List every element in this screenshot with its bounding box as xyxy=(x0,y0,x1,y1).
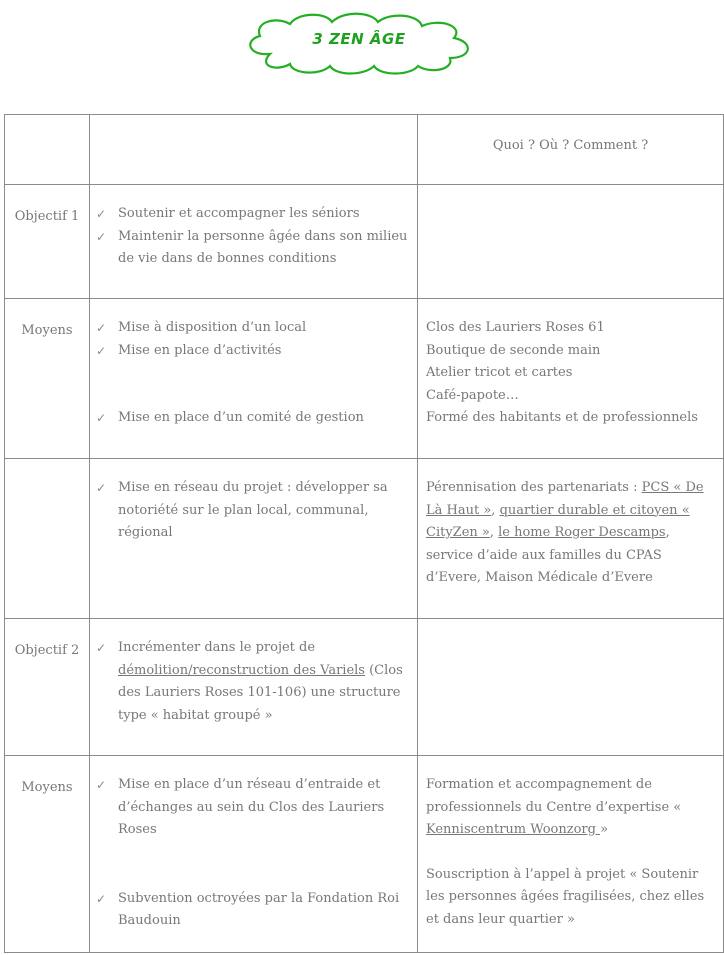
checkmark-icon: ✓ xyxy=(96,641,107,655)
empty-cell xyxy=(5,459,90,619)
table-row xyxy=(5,619,724,756)
partner-link-cityzen[interactable]: quartier durable et citoyen « CityZen » xyxy=(426,502,690,540)
list-item: ✓ Subvention octroyées par la Fondation Roi Baudouin xyxy=(96,888,409,933)
means-list xyxy=(90,756,417,933)
list-item: ✓ Mise en place d’un comité de gestion xyxy=(96,407,409,430)
empty-cell xyxy=(418,619,724,756)
checkmark-icon: ✓ xyxy=(96,891,107,906)
header-how-cell: Quoi ? Où ? Comment ? xyxy=(418,115,724,185)
partner-link-pcs[interactable]: PCS « De Là Haut » xyxy=(426,480,704,518)
kenniscentrum-link[interactable]: Kenniscentrum Woonzorg xyxy=(426,822,601,837)
checkmark-icon: ✓ xyxy=(96,343,107,358)
list-item: ✓ Soutenir et accompagner les séniors xyxy=(96,203,409,226)
row-label: Objectif 2 xyxy=(14,643,80,658)
header-empty-cell xyxy=(90,115,418,185)
list-item: ✓ Incrémenter dans le projet de démolition/reconstruction des Variels (Clos des Lauriers Roses 101-106) une structure type « habitat groupé » xyxy=(96,637,409,727)
checkmark-icon: ✓ xyxy=(96,411,107,425)
page-title: 3 ZEN ÂGE xyxy=(312,30,406,48)
checkmark-icon: ✓ xyxy=(96,778,107,792)
list-item: ✓ Maintenir la personne âgée dans son milieu de vie dans de bonnes conditions xyxy=(96,226,409,271)
list-item: ✓ Mise en réseau du projet : développer sa notoriété sur le plan local, communal, régional xyxy=(96,477,409,545)
header-empty-cell xyxy=(5,115,90,185)
details-text: Formation et accompagnement de professionnels du Centre d’expertise « Kenniscentrum Woonzorg » Souscription à l’appel à projet « Soutenir les personnes âgées fragilisées, chez elles et dans leur quartier » xyxy=(426,777,705,927)
checkmark-icon: ✓ xyxy=(96,321,107,335)
partners-text: Pérennisation des partenariats : PCS « De Là Haut », quartier durable et citoyen « CityZen », le home Roger Descamps, service d’aide aux familles du CPAS d’Evere, Maison Médicale d’Evere xyxy=(426,480,704,585)
means-list xyxy=(90,459,417,545)
empty-cell xyxy=(418,185,724,299)
table-row xyxy=(5,185,724,299)
variels-link[interactable]: démolition/reconstruction des Variels xyxy=(118,662,365,678)
means-list xyxy=(90,299,417,430)
project-table xyxy=(4,114,724,953)
checkmark-icon: ✓ xyxy=(96,481,107,495)
list-item: ✓ Mise en place d’un réseau d’entraide et d’échanges au sein du Clos des Lauriers Roses xyxy=(96,774,409,842)
list-item: ✓ Mise à disposition d’un local xyxy=(96,317,409,340)
table-row xyxy=(5,756,724,953)
table-row xyxy=(5,299,724,459)
table-row xyxy=(5,459,724,619)
row-label: Moyens xyxy=(21,780,73,795)
list-item: ✓ Mise en place d’activités xyxy=(96,340,409,363)
row-label: Objectif 1 xyxy=(14,209,80,224)
objective-list xyxy=(90,619,417,727)
table-header-row xyxy=(5,115,724,185)
objective-list xyxy=(90,185,417,271)
row-label: Moyens xyxy=(21,323,73,338)
partner-link-home[interactable]: le home Roger Descamps xyxy=(498,525,666,540)
checkmark-icon: ✓ xyxy=(96,229,107,244)
details-text: Clos des Lauriers Roses 61 Boutique de seconde main Atelier tricot et cartes Café-papote… Formé des habitants et de professionnels xyxy=(426,320,698,425)
checkmark-icon: ✓ xyxy=(96,207,107,221)
